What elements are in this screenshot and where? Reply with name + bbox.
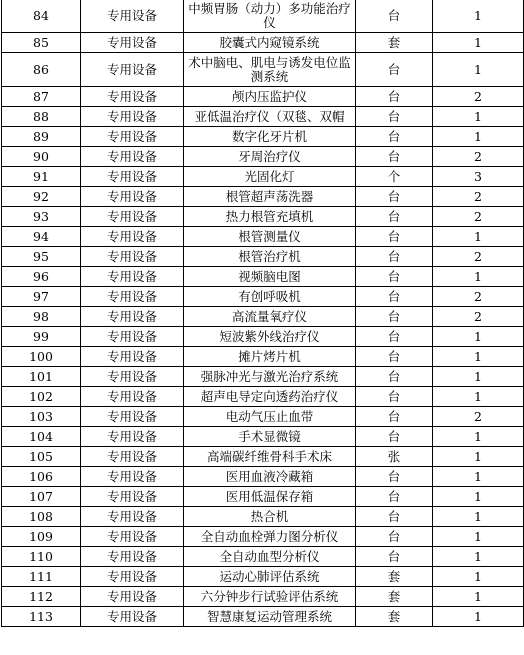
quantity-cell: 1: [433, 367, 524, 387]
equipment-name-cell: 智慧康复运动管理系统: [184, 607, 356, 627]
table-row: [2, 367, 524, 387]
table-row: [2, 527, 524, 547]
unit-cell: 个: [356, 167, 433, 187]
category-cell: 专用设备: [81, 347, 184, 367]
table-row: [2, 207, 524, 227]
equipment-name-cell: 根管测量仪: [184, 227, 356, 247]
row-number-cell: 94: [2, 227, 81, 247]
equipment-name-cell: 运动心肺评估系统: [184, 567, 356, 587]
category-cell: 专用设备: [81, 587, 184, 607]
category-cell: 专用设备: [81, 567, 184, 587]
row-number-cell: 113: [2, 607, 81, 627]
row-number-cell: 106: [2, 467, 81, 487]
equipment-name-cell: 强脉冲光与激光治疗系统: [184, 367, 356, 387]
quantity-cell: 1: [433, 0, 524, 33]
table-row: [2, 53, 524, 87]
quantity-cell: 1: [433, 547, 524, 567]
unit-cell: 台: [356, 547, 433, 567]
row-number-cell: 85: [2, 33, 81, 53]
unit-cell: 台: [356, 147, 433, 167]
unit-cell: 台: [356, 267, 433, 287]
table-row: [2, 427, 524, 447]
category-cell: 专用设备: [81, 127, 184, 147]
row-number-cell: 109: [2, 527, 81, 547]
quantity-cell: 2: [433, 287, 524, 307]
table-row: [2, 507, 524, 527]
table-row: [2, 587, 524, 607]
quantity-cell: 2: [433, 207, 524, 227]
row-number-cell: 84: [2, 0, 81, 33]
category-cell: 专用设备: [81, 33, 184, 53]
row-number-cell: 101: [2, 367, 81, 387]
category-cell: 专用设备: [81, 507, 184, 527]
equipment-name-cell: 热合机: [184, 507, 356, 527]
quantity-cell: 2: [433, 307, 524, 327]
quantity-cell: 2: [433, 407, 524, 427]
row-number-cell: 86: [2, 53, 81, 87]
unit-cell: 台: [356, 327, 433, 347]
category-cell: 专用设备: [81, 407, 184, 427]
unit-cell: 套: [356, 587, 433, 607]
category-cell: 专用设备: [81, 247, 184, 267]
category-cell: 专用设备: [81, 387, 184, 407]
quantity-cell: 1: [433, 467, 524, 487]
table-row: [2, 407, 524, 427]
equipment-name-cell: 根管治疗机: [184, 247, 356, 267]
row-number-cell: 96: [2, 267, 81, 287]
table-row: [2, 127, 524, 147]
table-row: [2, 147, 524, 167]
category-cell: 专用设备: [81, 267, 184, 287]
row-number-cell: 91: [2, 167, 81, 187]
equipment-name-cell: 超声电导定向透药治疗仪: [184, 387, 356, 407]
equipment-name-cell: 全自动血栓弹力图分析仪: [184, 527, 356, 547]
quantity-cell: 2: [433, 247, 524, 267]
unit-cell: 张: [356, 447, 433, 467]
equipment-name-cell: 高流量氧疗仪: [184, 307, 356, 327]
quantity-cell: 1: [433, 427, 524, 447]
row-number-cell: 105: [2, 447, 81, 467]
quantity-cell: 1: [433, 53, 524, 87]
category-cell: 专用设备: [81, 147, 184, 167]
equipment-name-cell: 高端碳纤维骨科手术床: [184, 447, 356, 467]
unit-cell: 台: [356, 507, 433, 527]
equipment-name-cell: 牙周治疗仪: [184, 147, 356, 167]
quantity-cell: 1: [433, 347, 524, 367]
category-cell: 专用设备: [81, 607, 184, 627]
table-row: [2, 567, 524, 587]
row-number-cell: 87: [2, 87, 81, 107]
equipment-table: [1, 0, 524, 627]
equipment-name-cell: 六分钟步行试验评估系统: [184, 587, 356, 607]
category-cell: 专用设备: [81, 227, 184, 247]
unit-cell: 台: [356, 427, 433, 447]
table-row: [2, 387, 524, 407]
quantity-cell: 1: [433, 107, 524, 127]
row-number-cell: 97: [2, 287, 81, 307]
category-cell: 专用设备: [81, 527, 184, 547]
row-number-cell: 103: [2, 407, 81, 427]
unit-cell: 台: [356, 247, 433, 267]
table-row: [2, 227, 524, 247]
unit-cell: 台: [356, 387, 433, 407]
row-number-cell: 95: [2, 247, 81, 267]
quantity-cell: 1: [433, 587, 524, 607]
category-cell: 专用设备: [81, 107, 184, 127]
row-number-cell: 108: [2, 507, 81, 527]
category-cell: 专用设备: [81, 427, 184, 447]
quantity-cell: 1: [433, 487, 524, 507]
equipment-name-cell: 全自动血型分析仪: [184, 547, 356, 567]
quantity-cell: 2: [433, 87, 524, 107]
table-row: [2, 267, 524, 287]
table-row: [2, 247, 524, 267]
equipment-table-body: [2, 0, 524, 627]
equipment-name-cell: 视频脑电图: [184, 267, 356, 287]
unit-cell: 台: [356, 127, 433, 147]
category-cell: 专用设备: [81, 287, 184, 307]
row-number-cell: 102: [2, 387, 81, 407]
table-row: [2, 107, 524, 127]
quantity-cell: 1: [433, 607, 524, 627]
quantity-cell: 3: [433, 167, 524, 187]
table-row: [2, 0, 524, 33]
category-cell: 专用设备: [81, 53, 184, 87]
category-cell: 专用设备: [81, 487, 184, 507]
category-cell: 专用设备: [81, 167, 184, 187]
table-row: [2, 447, 524, 467]
unit-cell: 台: [356, 87, 433, 107]
table-row: [2, 33, 524, 53]
category-cell: 专用设备: [81, 327, 184, 347]
row-number-cell: 110: [2, 547, 81, 567]
unit-cell: 台: [356, 407, 433, 427]
table-row: [2, 167, 524, 187]
row-number-cell: 88: [2, 107, 81, 127]
table-row: [2, 327, 524, 347]
row-number-cell: 107: [2, 487, 81, 507]
unit-cell: 台: [356, 307, 433, 327]
equipment-name-cell: 医用血液冷藏箱: [184, 467, 356, 487]
category-cell: 专用设备: [81, 447, 184, 467]
quantity-cell: 1: [433, 567, 524, 587]
table-row: [2, 467, 524, 487]
quantity-cell: 1: [433, 447, 524, 467]
equipment-name-cell: 颅内压监护仪: [184, 87, 356, 107]
equipment-name-cell: 数字化牙片机: [184, 127, 356, 147]
unit-cell: 台: [356, 467, 433, 487]
category-cell: 专用设备: [81, 207, 184, 227]
unit-cell: 套: [356, 33, 433, 53]
row-number-cell: 111: [2, 567, 81, 587]
equipment-name-cell: 术中脑电、肌电与诱发电位监测系统: [184, 53, 356, 87]
quantity-cell: 1: [433, 227, 524, 247]
row-number-cell: 112: [2, 587, 81, 607]
row-number-cell: 104: [2, 427, 81, 447]
quantity-cell: 1: [433, 33, 524, 53]
equipment-name-cell: 中频胃肠（动力）多功能治疗仪: [184, 0, 356, 33]
quantity-cell: 1: [433, 387, 524, 407]
equipment-name-cell: 手术显微镜: [184, 427, 356, 447]
row-number-cell: 93: [2, 207, 81, 227]
quantity-cell: 2: [433, 187, 524, 207]
row-number-cell: 92: [2, 187, 81, 207]
equipment-name-cell: 短波紫外线治疗仪: [184, 327, 356, 347]
table-row: [2, 547, 524, 567]
equipment-name-cell: 电动气压止血带: [184, 407, 356, 427]
unit-cell: 台: [356, 107, 433, 127]
unit-cell: 台: [356, 207, 433, 227]
table-row: [2, 607, 524, 627]
row-number-cell: 100: [2, 347, 81, 367]
table-row: [2, 347, 524, 367]
quantity-cell: 1: [433, 327, 524, 347]
category-cell: 专用设备: [81, 307, 184, 327]
table-row: [2, 307, 524, 327]
row-number-cell: 99: [2, 327, 81, 347]
unit-cell: 台: [356, 367, 433, 387]
unit-cell: 台: [356, 0, 433, 33]
quantity-cell: 1: [433, 127, 524, 147]
unit-cell: 台: [356, 187, 433, 207]
row-number-cell: 90: [2, 147, 81, 167]
category-cell: 专用设备: [81, 467, 184, 487]
equipment-name-cell: 医用低温保存箱: [184, 487, 356, 507]
equipment-name-cell: 有创呼吸机: [184, 287, 356, 307]
equipment-name-cell: 摊片烤片机: [184, 347, 356, 367]
table-row: [2, 487, 524, 507]
quantity-cell: 2: [433, 147, 524, 167]
row-number-cell: 98: [2, 307, 81, 327]
table-row: [2, 287, 524, 307]
category-cell: 专用设备: [81, 87, 184, 107]
unit-cell: 套: [356, 567, 433, 587]
quantity-cell: 1: [433, 527, 524, 547]
table-row: [2, 87, 524, 107]
equipment-name-cell: 胶囊式内窥镜系统: [184, 33, 356, 53]
equipment-name-cell: 根管超声荡洗器: [184, 187, 356, 207]
unit-cell: 套: [356, 607, 433, 627]
category-cell: 专用设备: [81, 547, 184, 567]
category-cell: 专用设备: [81, 0, 184, 33]
category-cell: 专用设备: [81, 187, 184, 207]
equipment-name-cell: 光固化灯: [184, 167, 356, 187]
unit-cell: 台: [356, 227, 433, 247]
unit-cell: 台: [356, 527, 433, 547]
equipment-name-cell: 亚低温治疗仪（双毯、双帽: [184, 107, 356, 127]
unit-cell: 台: [356, 53, 433, 87]
table-row: [2, 187, 524, 207]
category-cell: 专用设备: [81, 367, 184, 387]
quantity-cell: 1: [433, 267, 524, 287]
unit-cell: 台: [356, 487, 433, 507]
unit-cell: 台: [356, 347, 433, 367]
unit-cell: 台: [356, 287, 433, 307]
equipment-name-cell: 热力根管充填机: [184, 207, 356, 227]
row-number-cell: 89: [2, 127, 81, 147]
quantity-cell: 1: [433, 507, 524, 527]
